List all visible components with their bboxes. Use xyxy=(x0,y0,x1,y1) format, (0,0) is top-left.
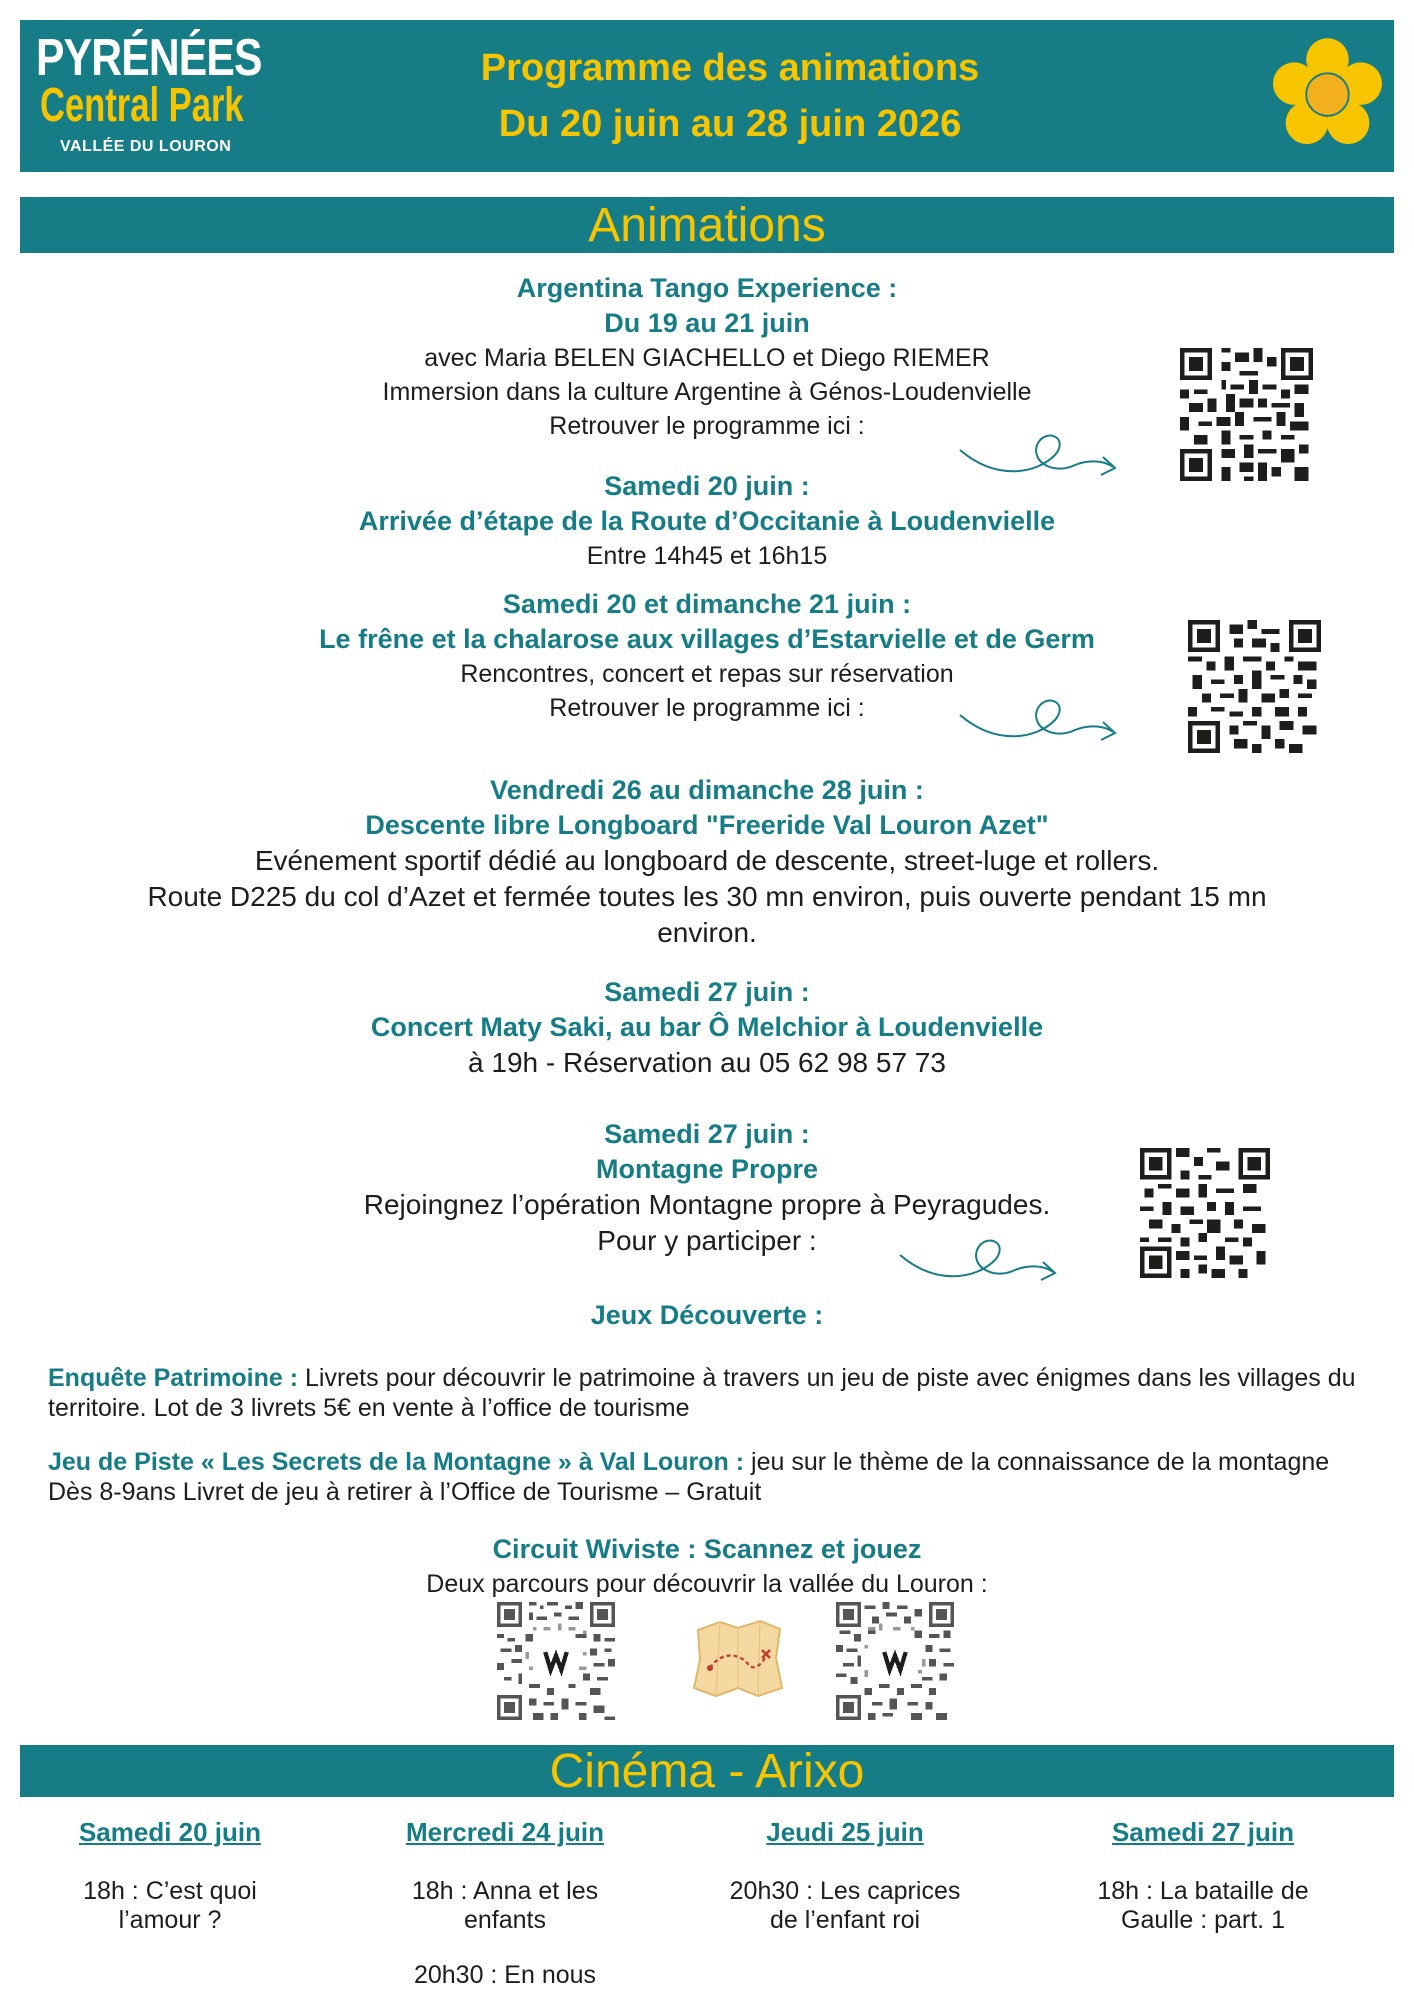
event-tango-dates: Du 19 au 21 juin xyxy=(604,308,810,338)
event-frene-line2: Retrouver le programme ici : xyxy=(549,694,865,722)
cinema-film-cont: enfants xyxy=(463,1906,546,1934)
cinema-film-cont: de l’enfant roi xyxy=(769,1906,921,1934)
event-concert-title: Concert Maty Saki, au bar Ô Melchior à Loudenvielle xyxy=(370,1012,1044,1042)
event-frene-title: Le frêne et la chalarose aux villages d’Estarvielle et de Germ xyxy=(319,624,1095,654)
event-longboard xyxy=(40,773,1374,951)
event-occitanie-time: Entre 14h45 et 16h15 xyxy=(586,542,828,570)
enquete-patrimoine-text: Livrets pour découvrir le patrimoine à travers un jeu de piste avec énigmes dans les villages du territoire. Lot de 3 livrets 5€ en vente à l’office de tourisme xyxy=(48,1364,1356,1422)
logo xyxy=(20,20,260,172)
event-longboard-title: Descente libre Longboard "Freeride Val Louron Azet" xyxy=(365,810,1049,840)
event-concert-date: Samedi 27 juin : xyxy=(604,977,810,1007)
event-tango-title: Argentina Tango Experience : xyxy=(516,273,898,303)
event-montagne-line2: Pour y participer : xyxy=(597,1225,817,1256)
cinema-film-cont: Gaulle : part. 1 xyxy=(1121,1906,1285,1934)
event-montagne-date: Samedi 27 juin : xyxy=(604,1119,810,1149)
page-header xyxy=(20,20,1394,172)
page-title xyxy=(270,40,1190,152)
wiviste-qr-code-icon[interactable] xyxy=(836,1602,954,1720)
event-frene-date: Samedi 20 et dimanche 21 juin : xyxy=(502,589,912,619)
jeux-decouverte-title: Jeux Découverte : xyxy=(590,1300,824,1330)
qr-code-icon[interactable] xyxy=(1140,1148,1270,1278)
event-longboard-line3: environ. xyxy=(657,917,757,948)
event-frene-line1: Rencontres, concert et repas sur réservation xyxy=(460,660,954,688)
circuit-wiviste xyxy=(40,1532,1374,1601)
cinema-day-column xyxy=(20,1815,320,1935)
page-title-line2: Du 20 juin au 28 juin 2026 xyxy=(498,103,962,145)
event-occitanie-date: Samedi 20 juin : xyxy=(604,471,810,501)
circuit-wiviste-title: Circuit Wiviste : Scannez et jouez xyxy=(492,1534,922,1564)
cinema-day-column xyxy=(1053,1815,1353,1935)
cinema-film-cont: l’amour ? xyxy=(118,1906,222,1934)
cinema-day-column xyxy=(355,1815,655,1990)
event-occitanie-title: Arrivée d’étape de la Route d’Occitanie à Loudenvielle xyxy=(358,506,1056,536)
event-longboard-line1: Evénement sportif dédié au longboard de descente, street-luge et rollers. xyxy=(254,845,1160,876)
animations-banner: Animations xyxy=(20,197,1394,253)
event-concert-info: à 19h - Réservation au 05 62 98 57 73 xyxy=(468,1047,946,1078)
event-frene xyxy=(40,587,1374,725)
cinema-film: 18h : C’est quoi xyxy=(83,1877,257,1905)
event-route-occitanie xyxy=(40,469,1374,573)
jeu-de-piste-label: Jeu de Piste « Les Secrets de la Montagne » à Val Louron : xyxy=(48,1448,745,1476)
flower-icon xyxy=(1265,32,1390,157)
page-title-line1: Programme des animations xyxy=(480,47,980,89)
event-longboard-line2: Route D225 du col d’Azet et fermée toutes les 30 mn environ, puis ouverte pendant 15 mn xyxy=(147,881,1267,912)
cinema-day-title: Samedi 20 juin xyxy=(78,1817,262,1847)
cinema-film: 20h30 : En nous xyxy=(413,1961,597,1989)
cinema-film: 18h : La bataille de xyxy=(1097,1877,1309,1905)
logo-line2: Central Park xyxy=(40,79,244,132)
circuit-wiviste-text: Deux parcours pour découvrir la vallée du Louron : xyxy=(426,1570,988,1598)
cinema-film: 20h30 : Les caprices xyxy=(729,1877,961,1905)
enquete-patrimoine-label: Enquête Patrimoine : xyxy=(48,1364,299,1392)
event-tango-line1: avec Maria BELEN GIACHELLO et Diego RIEMER xyxy=(424,344,990,372)
qr-code-icon[interactable] xyxy=(1180,348,1313,481)
event-montagne-line1: Rejoingnez l’opération Montagne propre à Peyragudes. xyxy=(363,1189,1051,1220)
qr-code-icon[interactable] xyxy=(1188,620,1321,753)
jeu-de-piste-text: jeu sur le thème de la connaissance de la montagne Dès 8-9ans Livret de jeu à retirer à l’Office de Tourisme – Gratuit xyxy=(48,1448,1330,1506)
jeu-de-piste-paragraph xyxy=(48,1447,1368,1507)
treasure-map-icon xyxy=(690,1618,785,1700)
event-montagne-title: Montagne Propre xyxy=(595,1154,818,1184)
logo-line3: VALLÉE DU LOURON xyxy=(60,138,232,155)
enquete-patrimoine-paragraph xyxy=(48,1363,1368,1423)
event-tango-line2: Immersion dans la culture Argentine à Génos-Loudenvielle xyxy=(382,378,1032,406)
wiviste-qr-code-icon[interactable] xyxy=(497,1602,615,1720)
cinema-day-title: Samedi 27 juin xyxy=(1111,1817,1295,1847)
event-tango xyxy=(40,271,1374,443)
logo-line1: PYRÉNÉES xyxy=(36,29,262,87)
cinema-banner: Cinéma - Arixo xyxy=(20,1745,1394,1797)
cinema-day-title: Jeudi 25 juin xyxy=(766,1817,924,1847)
curly-arrow-icon xyxy=(895,1230,1065,1300)
cinema-film: 18h : Anna et les xyxy=(411,1877,599,1905)
curly-arrow-icon xyxy=(955,690,1125,760)
event-longboard-date: Vendredi 26 au dimanche 28 juin : xyxy=(490,775,924,805)
cinema-day-title: Mercredi 24 juin xyxy=(406,1817,604,1847)
event-tango-line3: Retrouver le programme ici : xyxy=(549,412,865,440)
cinema-day-column xyxy=(695,1815,995,1935)
event-concert xyxy=(40,975,1374,1081)
